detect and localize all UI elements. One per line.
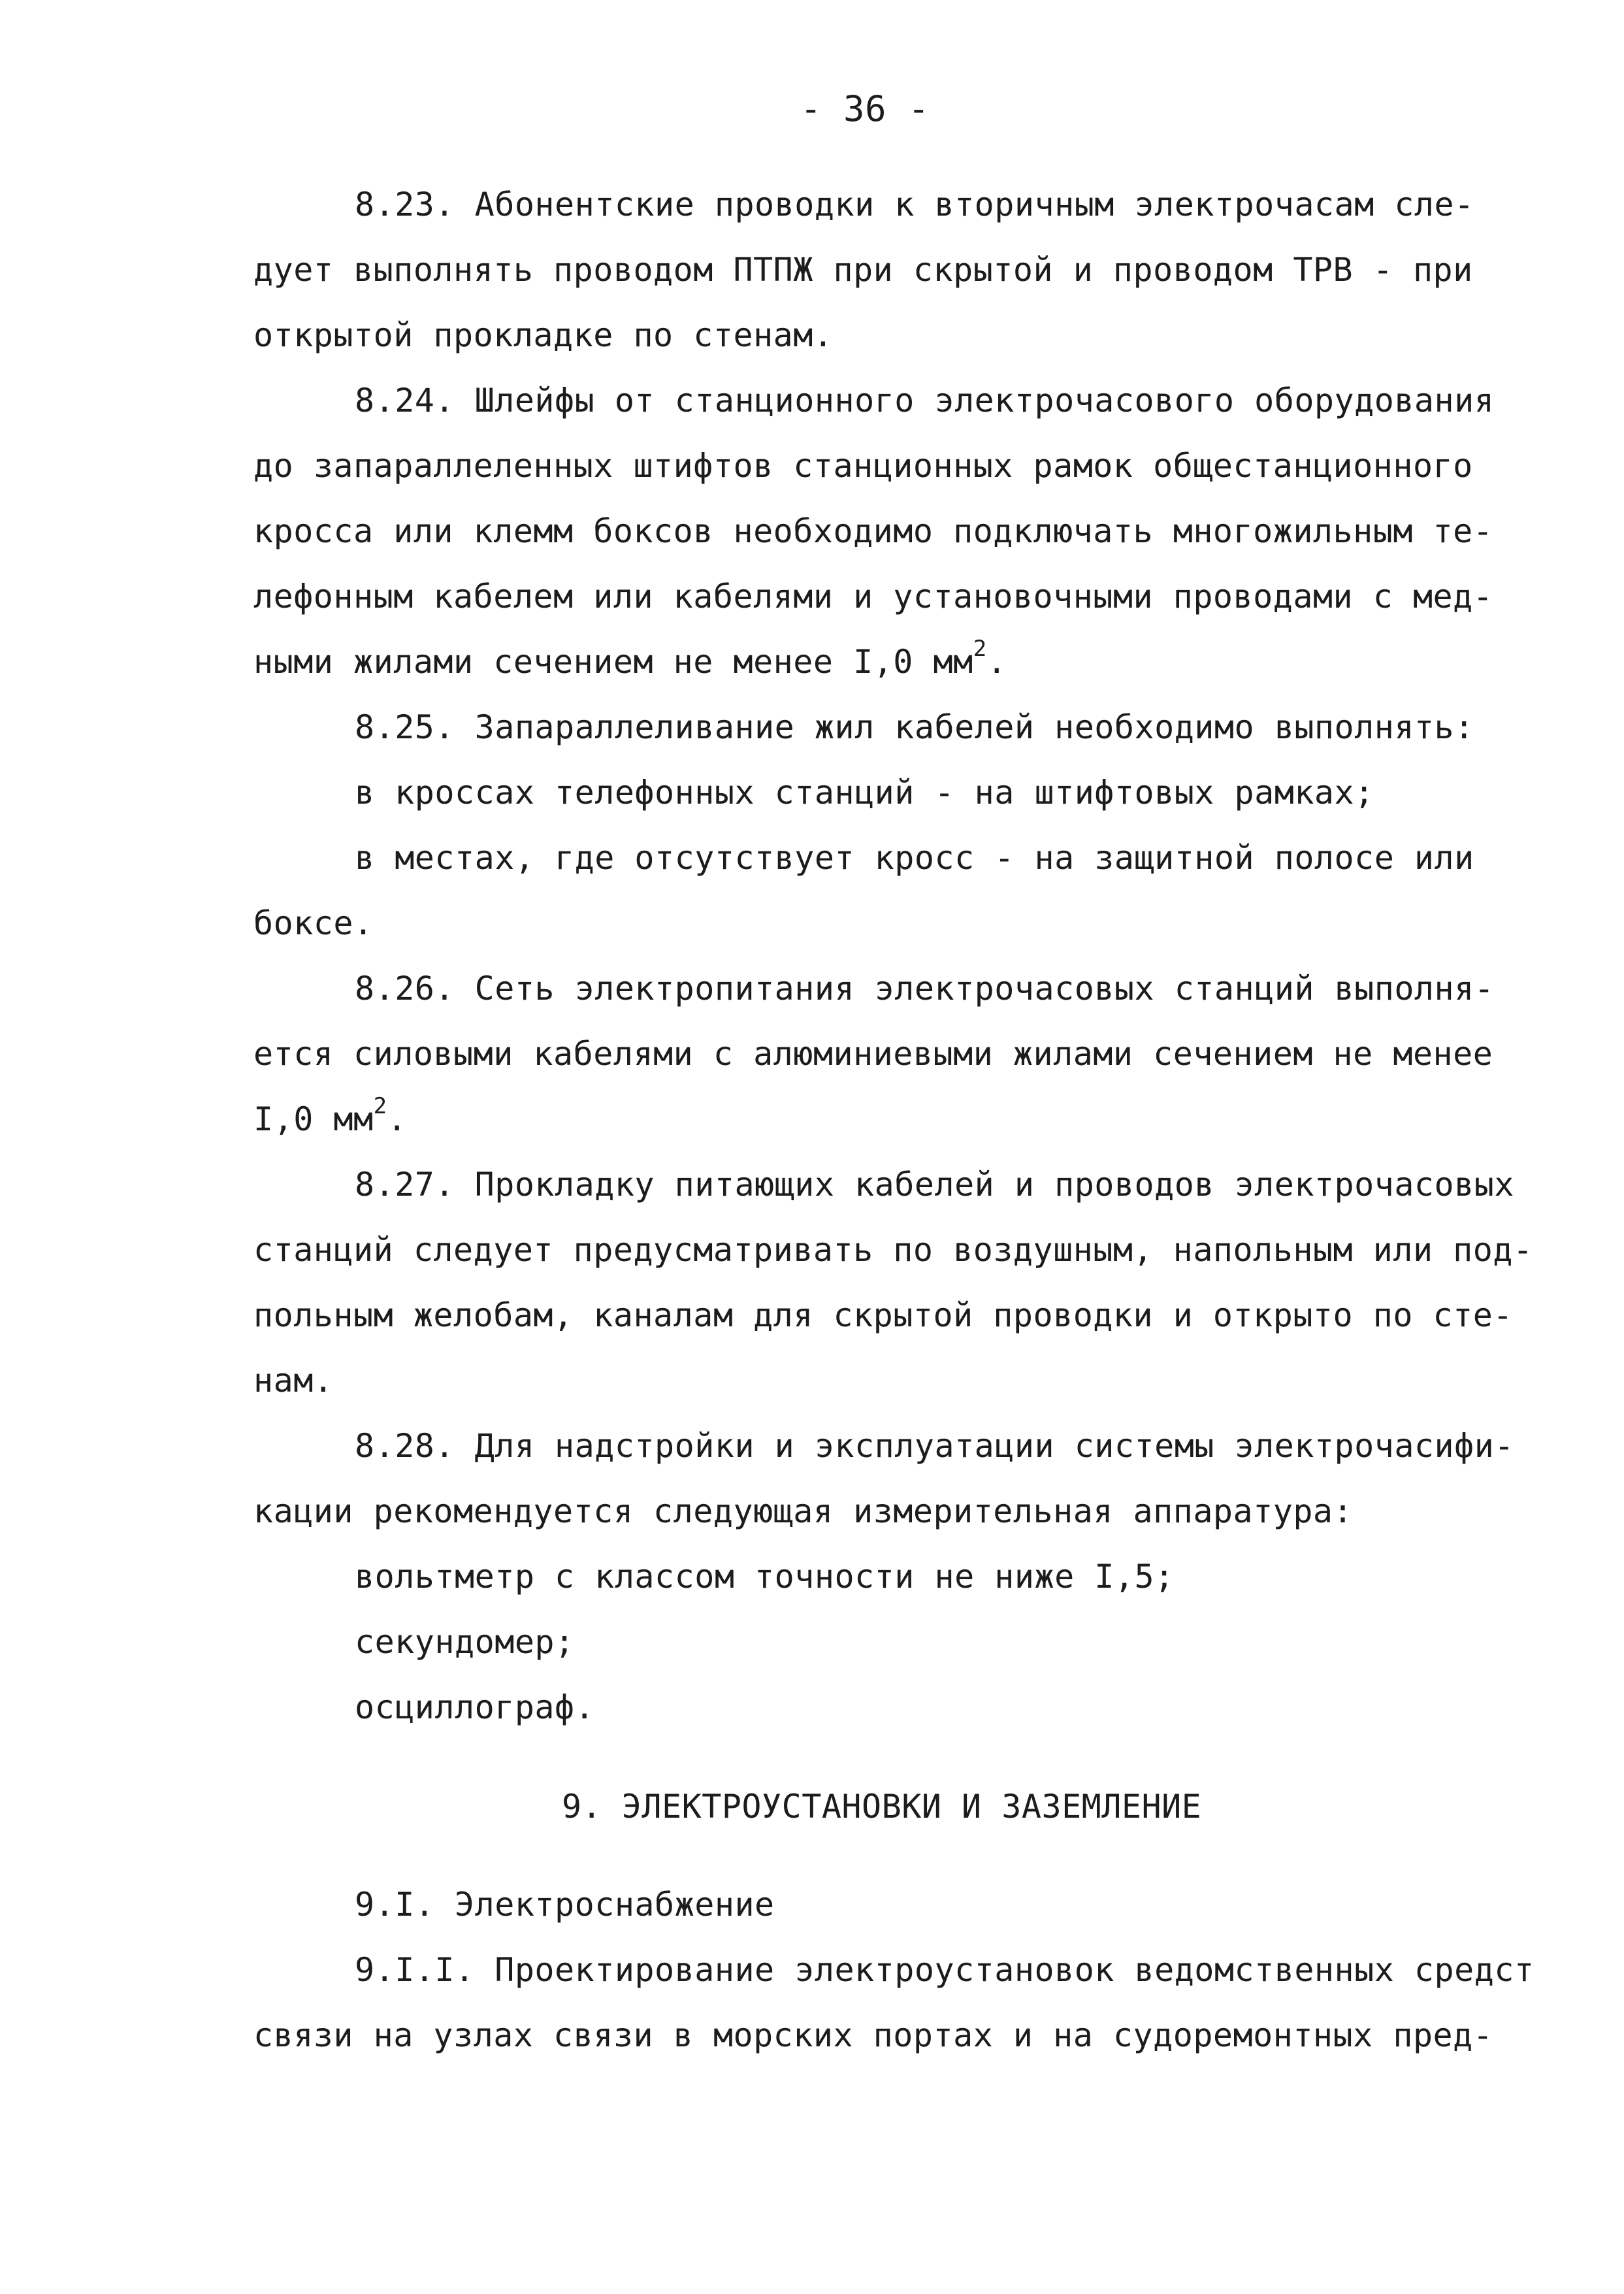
p824-line-5-text: ными жилами сечением не менее I,0 мм [253, 643, 973, 681]
p826-line-3-text: I,0 мм [253, 1100, 374, 1138]
p823-line-2: дует выполнять проводом ПТПЖ при скрытой и проводом ТРВ - при [253, 251, 1473, 289]
p828-line-1: 8.28. Для надстройки и эксплуатации системы электрочасифи- [355, 1427, 1514, 1465]
p911-line-1: 9.I.I. Проектирование электроустановок ведомственных средст [355, 1951, 1535, 1989]
page-number: - 36 - [800, 88, 930, 129]
p826-superscript: 2 [373, 1093, 387, 1119]
p824-line-4: лефонным кабелем или кабелями и установочными проводами с мед- [253, 578, 1493, 615]
p826-line-2: ется силовыми кабелями с алюминиевыми жилами сечением не менее [253, 1035, 1493, 1073]
p827-line-2: станций следует предусматривать по воздушным, напольным или под- [253, 1231, 1533, 1269]
p828-line-2: кации рекомендуется следующая измерительная аппаратура: [253, 1492, 1354, 1530]
p826-line-3-end: . [387, 1100, 408, 1138]
p826-line-3 [253, 1093, 408, 1138]
p911-line-2: связи на узлах связи в морских портах и на судоремонтных пред- [253, 2016, 1493, 2054]
p824-line-3: кросса или клемм боксов необходимо подключать многожильным те- [253, 512, 1493, 550]
p827-line-4: нам. [253, 1362, 334, 1400]
p825-line-1: 8.25. Запараллеливание жил кабелей необходимо выполнять: [355, 708, 1474, 746]
p824-line-2: до запараллеленных штифтов станционных рамок общестанционного [253, 447, 1473, 485]
p823-line-3: открытой прокладке по стенам. [253, 316, 834, 354]
p828-line-5: осциллограф. [355, 1688, 595, 1726]
p825-line-3: в местах, где отсутствует кросс - на защитной полосе или [355, 839, 1474, 877]
p825-line-2: в кроссах телефонных станций - на штифтовых рамках; [355, 774, 1374, 811]
p824-line-1: 8.24. Шлейфы от станционного электрочасового оборудования [355, 382, 1495, 419]
p824-superscript: 2 [973, 636, 987, 662]
section-heading: 9. ЭЛЕКТРОУСТАНОВКИ И ЗАЗЕМЛЕНИЕ [562, 1788, 1202, 1826]
p827-line-1: 8.27. Прокладку питающих кабелей и проводов электрочасовых [355, 1166, 1514, 1204]
p824-line-5-end: . [986, 643, 1007, 681]
p827-line-3: польным желобам, каналам для скрытой проводки и открыто по сте- [253, 1296, 1513, 1334]
p828-line-3: вольтметр с классом точности не ниже I,5; [355, 1558, 1175, 1596]
p824-line-5 [253, 636, 1007, 681]
p826-line-1: 8.26. Сеть электропитания электрочасовых станций выполня- [355, 970, 1495, 1008]
p828-line-4: секундомер; [355, 1623, 575, 1661]
p825-line-4: боксе. [253, 904, 374, 942]
p823-line-1: 8.23. Абонентские проводки к вторичным электрочасам сле- [355, 186, 1474, 223]
subsection-heading: 9.I. Электроснабжение [355, 1886, 775, 1924]
